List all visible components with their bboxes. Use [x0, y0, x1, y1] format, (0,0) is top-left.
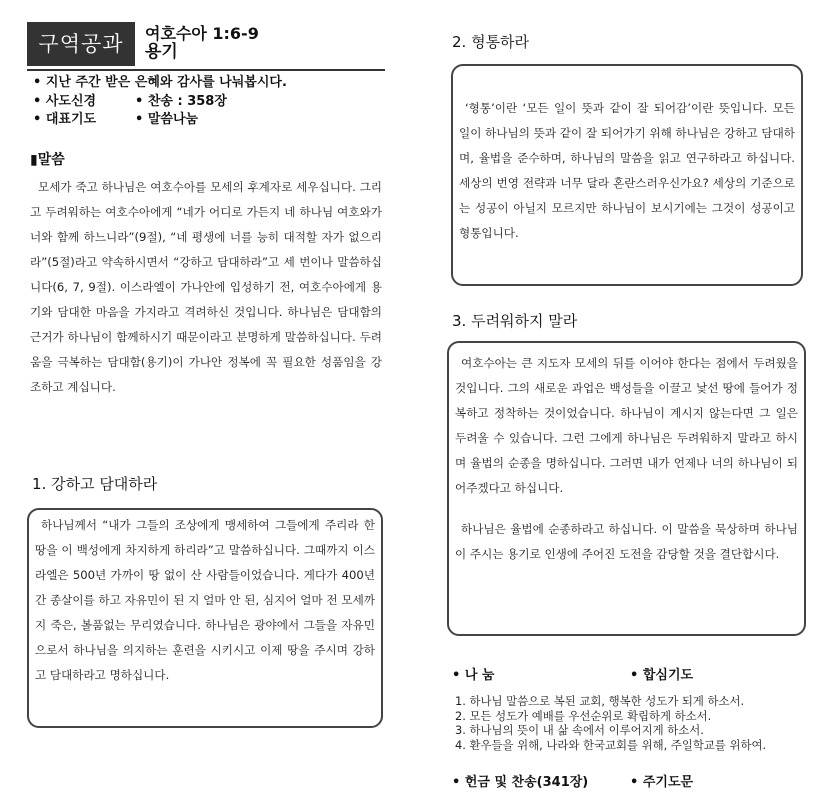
lesson-title: 용기	[145, 42, 178, 62]
point3-body-2: 하나님은 율법에 순종하라고 하십니다. 이 말씀을 묵상하며 하나님이 주시는 용기로 인생에 주어진 도전을 감당할 것을 결단합시다.	[455, 522, 798, 561]
closing-pray: • 합심기도	[630, 668, 694, 683]
lesson-heading	[145, 24, 259, 62]
point1-box	[27, 508, 383, 728]
order-sharing: • 지난 주간 받은 은혜와 감사를 나눠봅시다.	[33, 75, 287, 90]
scripture-reference: 여호수아 1:6-9	[145, 24, 259, 43]
point2-box	[451, 64, 803, 286]
closing-lords-prayer: • 주기도문	[630, 775, 694, 790]
order-word: • 말씀나눔	[135, 112, 199, 127]
prayer-item: 3. 하나님의 뜻이 내 삶 속에서 이루어지게 하소서.	[455, 723, 704, 737]
closing-offering: • 헌금 및 찬송(341장)	[452, 775, 589, 790]
order-prayer: • 대표기도	[33, 112, 97, 127]
point3-heading: 3. 두려워하지 말라	[452, 312, 578, 330]
point2-heading: 2. 형통하라	[452, 33, 530, 51]
prayer-item: 4. 환우들을 위해, 나라와 한국교회를 위해, 주일학교를 위하여.	[455, 737, 767, 752]
closing-share: • 나 눔	[452, 668, 495, 683]
point3-body-1: 여호수아는 큰 지도자 모세의 뒤를 이어야 한다는 점에서 두려웠을 것입니다. 그의 새로운 과업은 백성들을 이끌고 낯선 땅에 들어가 정복하고 정착하는 것이었습니다. 하나님이 계시지 않는다면 그 일은 두려울 수 있습니다. 그런 그에게 하나님은 두려워하지 말라고 하시며 율법의 순종을 명하십니다. 그러면 내가 언제나 너의 하나님이 되어주겠다고 하십니다.	[455, 356, 798, 495]
order-creed: • 사도신경	[33, 94, 97, 109]
word-heading: ▮말씀	[30, 152, 65, 168]
word-body: 모세가 죽고 하나님은 여호수아를 모세의 후계자로 세우십니다. 그리고 두려워하는 여호수아에게 “네가 어디로 가든지 네 하나님 여호와가 너와 함께 하느니라”(9절), “네 평생에 너를 능히 대적할 자가 없으리라”(5절)라고 약속하시면서 “강하고 담대하라”고 세 번이나 말씀하십니다(6, 7, 9절). 이스라엘이 가나안에 입성하기 전, 여호수아에게 용기와 담대한 마음을 가지라고 격려하신 것입니다. 하나님은 담대함의 근거가 하나님이 함께하시기 때문이라고 분명하게 말씀하십니다. 두려움을 극복하는 담대함(용기)이 가나안 정복에 꼭 필요한 성품임을 강조하고 계십니다.	[30, 180, 382, 394]
order-hymn: • 찬송 : 358장	[135, 94, 227, 109]
title-divider	[27, 69, 385, 71]
prayer-list	[455, 694, 815, 752]
lesson-badge: 구역공과	[27, 22, 135, 66]
point2-body: ‘형통’이란 ‘모든 일이 뜻과 같이 잘 되어감’이란 뜻입니다. 모든 일이 하나님의 뜻과 같이 잘 되어가기 위해 하나님은 강하고 담대하며, 율법을 준수하며, 하나님의 말씀을 읽고 연구하라고 하십니다. 세상의 번영 전략과 너무 달라 혼란스러우신가요? 세상의 기준으로는 성공이 아닐지 모르지만 하나님이 보시기에는 그것이 성공이고 형통입니다.	[459, 101, 795, 240]
point3-box	[447, 341, 806, 636]
prayer-item: 1. 하나님 말씀으로 복된 교회, 행복한 성도가 되게 하소서.	[455, 694, 745, 708]
prayer-item: 2. 모든 성도가 예배를 우선순위로 확립하게 하소서.	[455, 708, 712, 723]
point1-body: 하나님께서 “내가 그들의 조상에게 맹세하여 그들에게 주리라 한 땅을 이 백성에게 차지하게 하리라”고 말씀하십니다. 그때까지 이스라엘은 500년 가까이 땅 없이 산 사람들이었습니다. 게다가 400년간 종살이를 하고 자유민이 된 지 얼마 안 된, 심지어 얼마 전 모세까지 죽은, 볼품없는 무리였습니다. 하나님은 광야에서 그들을 자유민으로서 하나님을 의지하는 훈련을 시키시고 이제 땅을 주시며 강하고 담대하라고 명하십니다.	[35, 518, 375, 682]
point1-heading: 1. 강하고 담대하라	[32, 475, 158, 493]
